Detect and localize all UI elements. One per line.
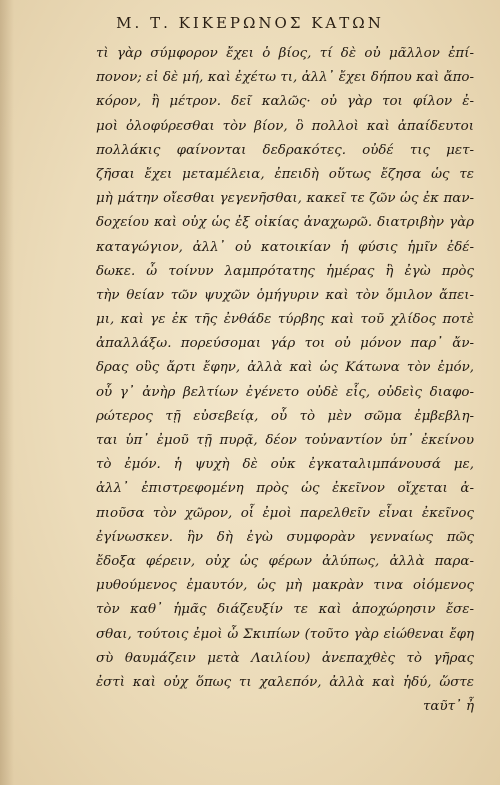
text-line: ἔδοξα φέρειν, οὐχ ὡς φέρων ἀλύπως, ἀλλὰ παρα- xyxy=(96,553,474,569)
text-line: ἐγίνωσκεν. ἣν δὴ ἐγὼ συμφορὰν γενναίως πῶς xyxy=(96,529,474,545)
text-line: πιοῦσα τὸν χῶρον, οἷ ἐμοὶ παρελθεῖν εἶναι ἐκεῖνος xyxy=(96,505,474,521)
text-line: τὸν καθ᾽ ἡμᾶς διάζευξίν τε καὶ ἀποχώρησιν ἔσε- xyxy=(96,602,474,618)
text-line: μὴ μάτην οἴεσθαι γεγενῆσθαι, κακεῖ τε ζῶν ὡς ἐκ παν- xyxy=(96,191,474,207)
running-head: Μ. Τ. ΚΙΚΕΡΩΝΟΣ ΚΑΤΩΝ xyxy=(116,14,384,32)
text-line: πολλάκις φαίνονται δεδρακότες. οὐδέ τις μετ- xyxy=(96,142,474,158)
text-line: μυθούμενος ἐμαυτόν, ὡς μὴ μακρὰν τινα οἰόμενος xyxy=(96,578,474,594)
text-line: σθαι, τούτοις ἐμοὶ ὦ Σκιπίων (τοῦτο γὰρ εἰώθεναι ἔφη xyxy=(96,626,474,642)
text-line: ζῆσαι ἔχει μεταμέλεια, ἐπειδὴ οὕτως ἔζησα ὡς τε xyxy=(96,166,474,182)
text-line: ἀπαλλάξω. πορεύσομαι γάρ τοι οὐ μόνον παρ᾽ ἄν- xyxy=(96,336,474,352)
text-line: καταγώγιον, ἀλλ᾽ οὐ κατοικίαν ἡ φύσις ἡμῖν ἐδέ- xyxy=(96,239,474,255)
text-line-last: ταῦτ᾽ ἦ xyxy=(423,699,474,715)
text-line: τὶ γὰρ σύμφορον ἔχει ὁ βίος, τί δὲ οὐ μᾶλλον ἐπί- xyxy=(96,46,474,61)
text-block xyxy=(96,42,474,719)
text-line: δοχείου καὶ οὐχ ὡς ἐξ οἰκίας ἀναχωρῶ. διατριβὴν γὰρ xyxy=(96,215,474,231)
text-line: μοὶ ὀλοφύρεσθαι τὸν βίον, ὃ πολλοὶ καὶ ἀπαίδευτοι xyxy=(96,118,474,134)
text-line: κόρον, ἢ μέτρον. δεῖ καλῶς· οὐ γὰρ τοι φίλον ἐ- xyxy=(96,94,474,110)
text-line: οὗ γ᾽ ἀνὴρ βελτίων ἐγένετο οὐδὲ εἷς, οὐδεὶς διαφο- xyxy=(96,384,474,400)
text-line: μι, καὶ γε ἐκ τῆς ἐνθάδε τύρβης καὶ τοῦ χλίδος ποτὲ xyxy=(96,312,474,328)
text-line: ἀλλ᾽ ἐπιστρεφομένη πρὸς ὡς ἐκεῖνον οἴχεται ἀ- xyxy=(96,481,474,497)
text-line: τὴν θείαν τῶν ψυχῶν ὁμήγυριν καὶ τὸν ὅμιλον ἄπει- xyxy=(96,287,474,303)
text-line: δρας οὓς ἄρτι ἔφην, ἀλλὰ καὶ ὡς Κάτωνα τὸν ἐμόν, xyxy=(96,360,474,376)
text-line: ρώτερος τῇ εὐσεβείᾳ, οὗ τὸ μὲν σῶμα ἐμβεβλη- xyxy=(96,408,474,424)
text-line: σὺ θαυμάζειν μετὰ Λαιλίου) ἀνεπαχθὲς τὸ γῆρας xyxy=(96,650,474,666)
text-line: ἐστὶ καὶ οὐχ ὅπως τι χαλεπόν, ἀλλὰ καὶ ἡδύ, ὥστε xyxy=(96,674,474,690)
text-line: τὸ ἐμόν. ἡ ψυχὴ δὲ οὐκ ἐγκαταλιμπάνουσά με, xyxy=(96,457,474,473)
text-line: ται ὑπ᾽ ἐμοῦ τῇ πυρᾷ, δέον τοὐναντίον ὑπ᾽ ἐκείνου xyxy=(96,433,474,448)
text-line: δωκε. ὦ τοίνυν λαμπρότατης ἡμέρας ἣ ἐγὼ πρὸς xyxy=(96,263,474,279)
text-line: πονον; εἰ δὲ μή, καὶ ἐχέτω τι, ἀλλ᾽ ἔχει δήπου καὶ ἄπο- xyxy=(96,70,474,86)
